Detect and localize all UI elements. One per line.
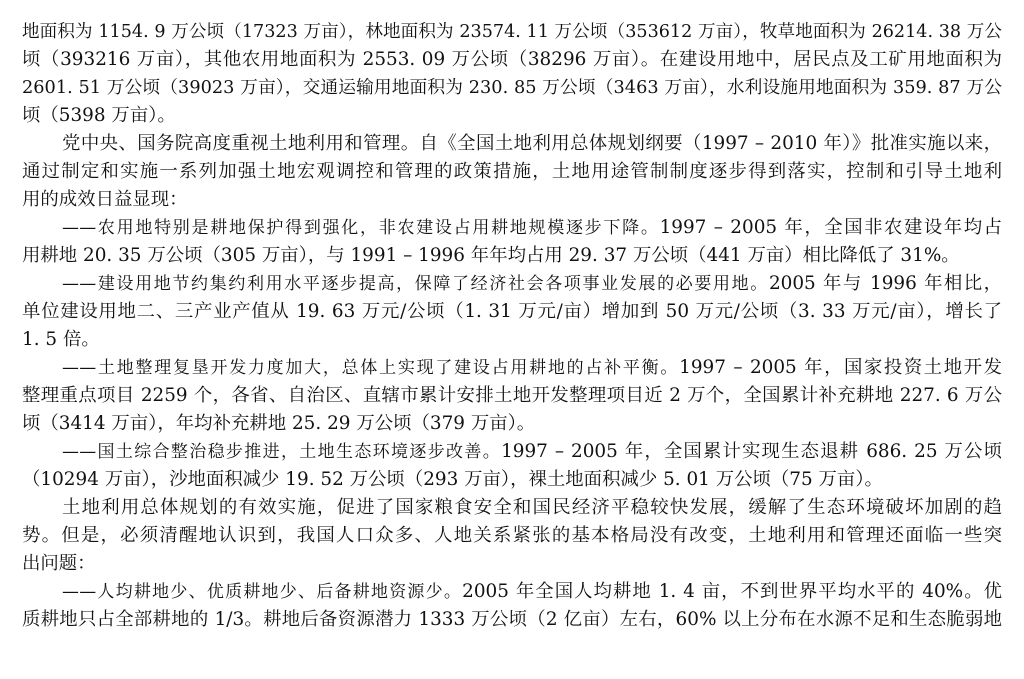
text-line: 用耕地 20. 35 万公顷（305 万亩），与 1991 – 1996 年年均占用 29. 37 万公顷（441 万亩）相比降低了 31%。 xyxy=(22,245,960,266)
bullet-line: ——建设用地节约集约利用水平逐步提高，保障了经济社会各项事业发展的必要用地。2005 年与 1996 年相比， xyxy=(62,273,1002,294)
bullet-lead: ——国土综合整治稳步推进，土地生态环境逐步改善。 xyxy=(62,442,502,462)
text-line: 通过制定和实施一系列加强土地宏观调控和管理的政策措施，土地用途管制制度逐步得到落实，控制和引导土地利 xyxy=(22,161,1002,182)
bullet-line: ——人均耕地少、优质耕地少、后备耕地资源少。2005 年全国人均耕地 1. 4 亩，不到世界平均水平的 40%。优 xyxy=(62,581,1002,602)
text-line: 出问题： xyxy=(22,553,96,574)
text-line: 顷（5398 万亩）。 xyxy=(22,105,176,126)
text-line: 单位建设用地二、三产业产值从 19. 63 万元/公顷（1. 31 万元/亩）增加到 50 万元/公顷（3. 33 万元/亩），增长了 xyxy=(22,301,1002,322)
bullet-lead: ——人均耕地少、优质耕地少、后备耕地资源少。 xyxy=(62,582,463,602)
bullet-line: ——农用地特别是耕地保护得到强化，非农建设占用耕地规模逐步下降。1997 – 2005 年，全国非农建设年均占 xyxy=(62,217,1002,238)
text-line: 整理重点项目 2259 个，各省、自治区、直辖市累计安排土地开发整理项目近 2 万个，全国累计补充耕地 227. 6 万公 xyxy=(22,385,1002,406)
bullet-lead: ——建设用地节约集约利用水平逐步提高，保障了经济社会各项事业发展的必要用地。 xyxy=(62,274,769,294)
bullet-line: ——国土综合整治稳步推进，土地生态环境逐步改善。1997 – 2005 年，全国累计实现生态退耕 686. 25 万公顷 xyxy=(62,441,1002,462)
bullet-lead: ——农用地特别是耕地保护得到强化，非农建设占用耕地规模逐步下降。 xyxy=(62,218,660,238)
text-line: 顷（3414 万亩），年均补充耕地 25. 29 万公顷（379 万亩）。 xyxy=(22,413,536,434)
text-line: 势。但是，必须清醒地认识到，我国人口众多、人地关系紧张的基本格局没有改变，土地利用和管理还面临一些突 xyxy=(22,525,1002,546)
text-line: 质耕地只占全部耕地的 1/3。耕地后备资源潜力 1333 万公顷（2 亿亩）左右，60% 以上分布在水源不足和生态脆弱地 xyxy=(22,609,1002,630)
bullet-line: ——土地整理复垦开发力度加大，总体上实现了建设占用耕地的占补平衡。1997 – 2005 年，国家投资土地开发 xyxy=(62,357,1002,378)
text-line: 用的成效日益显现： xyxy=(22,189,188,210)
paragraph-start-line: 土地利用总体规划的有效实施，促进了国家粮食安全和国民经济平稳较快发展，缓解了生态环境破坏加剧的趋 xyxy=(62,497,1002,518)
paragraph-start-line: 党中央、国务院高度重视土地利用和管理。自《全国土地利用总体规划纲要（1997 – 2010 年）》批准实施以来， xyxy=(62,133,1002,154)
text-line: 1. 5 倍。 xyxy=(22,329,100,350)
text-line: （10294 万亩），沙地面积减少 19. 52 万公顷（293 万亩），裸土地面积减少 5. 01 万公顷（75 万亩）。 xyxy=(22,469,883,490)
text-line: 顷（393216 万亩），其他农用地面积为 2553. 09 万公顷（38296 万亩）。在建设用地中，居民点及工矿用地面积为 xyxy=(22,49,1002,70)
text-line: 地面积为 1154. 9 万公顷（17323 万亩），林地面积为 23574. 11 万公顷（353612 万亩），牧草地面积为 26214. 38 万公 xyxy=(22,22,1002,42)
text-line: 2601. 51 万公顷（39023 万亩），交通运输用地面积为 230. 85 万公顷（3463 万亩），水利设施用地面积为 359. 87 万公 xyxy=(22,78,1002,98)
bullet-lead: ——土地整理复垦开发力度加大，总体上实现了建设占用耕地的占补平衡。 xyxy=(62,358,680,378)
